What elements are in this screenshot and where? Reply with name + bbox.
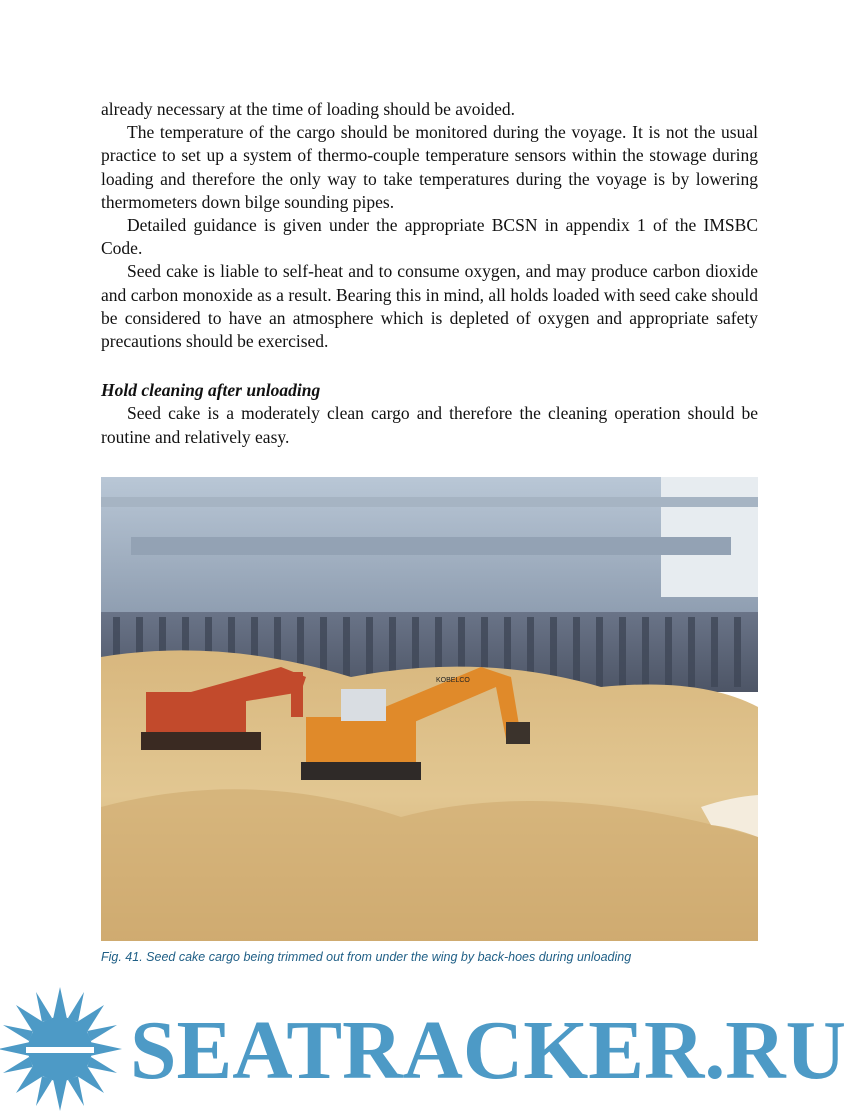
paragraph-self-heat: Seed cake is liable to self-heat and to consume oxygen, and may produce carbon dioxide and carbon monoxide as a result. Bearing this in mind, all holds loaded with seed cake should be considered to have an atmosphere which is depleted of oxygen and appropriate safety precautions should be exercised. [101, 261, 758, 352]
cargo-hold-photo [101, 477, 758, 941]
body-text [101, 98, 758, 449]
excavator-label: KOBELCO [436, 677, 470, 684]
seatracker-watermark [0, 985, 859, 1111]
section-heading: Hold cleaning after unloading [101, 380, 321, 401]
paragraph-temperature: The temperature of the cargo should be monitored during the voyage. It is not the usual practice to set up a system of thermo-couple temperature sensors within the stowage during loading and therefore the only way to take temperatures during the voyage is by lowering thermometers down bilge sounding pipes. [101, 122, 758, 212]
paragraph-cleaning: Seed cake is a moderately clean cargo and therefore the cleaning operation should be routine and relatively easy. [101, 403, 758, 447]
sun-logo-icon [0, 987, 122, 1111]
paragraph-continued: already necessary at the time of loading should be avoided. [101, 99, 516, 119]
watermark-text: SEATRACKER.RU [130, 1004, 846, 1097]
figure-caption: Fig. 41. Seed cake cargo being trimmed out from under the wing by back-hoes during unloading [101, 950, 632, 964]
paragraph-guidance: Detailed guidance is given under the appropriate BCSN in appendix 1 of the IMSBC Code. [101, 215, 758, 259]
